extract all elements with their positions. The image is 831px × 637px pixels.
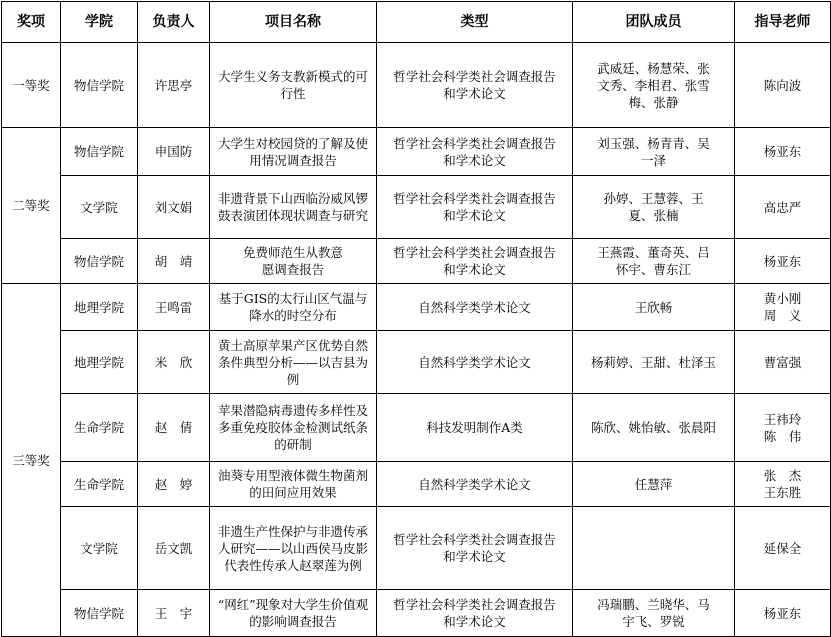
advisor-cell <box>735 239 831 284</box>
table-row <box>2 462 831 507</box>
type-cell <box>377 128 573 176</box>
college-cell: 生命学院 <box>61 462 138 507</box>
college-cell: 物信学院 <box>61 239 138 284</box>
advisor-name: 陈向波 <box>763 77 802 93</box>
project-type: 哲学社会科学类社会调查报告和学术论文 <box>393 69 556 101</box>
table-row <box>2 128 831 176</box>
project-type: 哲学社会科学类社会调查报告和学术论文 <box>393 191 556 223</box>
advisor-cell <box>735 590 831 637</box>
header-type: 类型 <box>377 2 573 43</box>
header-members: 团队成员 <box>573 2 735 43</box>
project-name: 黄土高原苹果产区优势自然条件典型分析——以吉县为例 <box>217 337 368 387</box>
awards-table <box>1 1 831 637</box>
project-type: 自然科学类学术论文 <box>418 299 531 315</box>
project-type: 科技发明制作A类 <box>426 420 523 435</box>
advisor-name: 黄小刚 周 义 <box>763 291 802 323</box>
advisor-cell <box>735 284 831 331</box>
team-members: 武威廷、杨慧荣、张文秀、李相君、张雪梅、张静 <box>597 60 710 110</box>
college-cell: 文学院 <box>61 176 138 239</box>
project-name: 免费师范生从教意愿调查报告 <box>242 245 343 277</box>
advisor-name: 曹富强 <box>763 354 802 370</box>
college-cell: 物信学院 <box>61 590 138 637</box>
college-cell: 文学院 <box>61 507 138 590</box>
members-cell <box>573 590 735 637</box>
table-row <box>2 43 831 128</box>
project-cell <box>210 590 377 637</box>
type-cell <box>377 43 573 128</box>
type-cell <box>377 284 573 331</box>
project-cell <box>210 331 377 394</box>
table-row <box>2 239 831 284</box>
team-members: 刘玉强、杨青青、吴一泽 <box>597 135 710 168</box>
members-cell <box>573 394 735 462</box>
college-cell: 地理学院 <box>61 284 138 331</box>
type-cell <box>377 394 573 462</box>
advisor-name: 杨亚东 <box>763 605 802 621</box>
members-cell <box>573 462 735 507</box>
type-cell <box>377 176 573 239</box>
team-members: 王欣畅 <box>634 299 673 315</box>
advisor-name: 延保全 <box>763 540 802 556</box>
project-type: 自然科学类学术论文 <box>418 476 531 492</box>
college-cell: 地理学院 <box>61 331 138 394</box>
team-members: 王燕霞、董奇英、吕怀宇、曹东江 <box>597 245 710 277</box>
header-project: 项目名称 <box>210 2 377 43</box>
award-cell: 三等奖 <box>2 284 61 637</box>
project-cell <box>210 176 377 239</box>
award-cell: 二等奖 <box>2 128 61 284</box>
college-cell: 物信学院 <box>61 128 138 176</box>
advisor-cell <box>735 43 831 128</box>
leader-cell: 申国防 <box>138 128 210 176</box>
project-type: 哲学社会科学类社会调查报告和学术论文 <box>393 597 556 629</box>
header-row <box>2 2 831 43</box>
leader-cell: 许思亭 <box>138 43 210 128</box>
advisor-name: 高忠严 <box>763 199 802 215</box>
college-cell: 物信学院 <box>61 43 138 128</box>
advisor-cell <box>735 507 831 590</box>
advisor-cell <box>735 462 831 507</box>
award-cell: 一等奖 <box>2 43 61 128</box>
project-cell <box>210 128 377 176</box>
leader-cell: 王鸣雷 <box>138 284 210 331</box>
project-cell <box>210 239 377 284</box>
project-name: 苹果潜隐病毒遗传多样性及多重免疫胶体金检测试纸条的研制 <box>217 403 368 452</box>
team-members: 孙婷、王慧蓉、王夏、张楠 <box>603 191 704 223</box>
members-cell <box>573 507 735 590</box>
header-leader: 负责人 <box>138 2 210 43</box>
advisor-name: 张 杰 王东胜 <box>763 468 802 500</box>
leader-cell: 刘文娟 <box>138 176 210 239</box>
advisor-name: 杨亚东 <box>763 144 802 159</box>
type-cell <box>377 590 573 637</box>
college-cell: 生命学院 <box>61 394 138 462</box>
project-name: 基于GIS的太行山区气温与降水的时空分布 <box>218 291 368 323</box>
advisor-cell <box>735 394 831 462</box>
project-name: “网红”现象对大学生价值观的影响调查报告 <box>217 597 369 629</box>
project-type: 哲学社会科学类社会调查报告和学术论文 <box>393 135 556 168</box>
members-cell <box>573 43 735 128</box>
project-name: 油葵专用型液体微生物菌剂的田间应用效果 <box>217 468 368 500</box>
project-type: 哲学社会科学类社会调查报告和学术论文 <box>393 245 556 277</box>
project-cell <box>210 507 377 590</box>
leader-cell: 胡 靖 <box>138 239 210 284</box>
type-cell <box>377 331 573 394</box>
project-type: 自然科学类学术论文 <box>418 354 531 370</box>
project-cell <box>210 284 377 331</box>
header-award: 奖项 <box>2 2 61 43</box>
team-members: 陈欣、姚怡敏、张晨阳 <box>590 420 716 435</box>
leader-cell: 赵 婷 <box>138 462 210 507</box>
table-row <box>2 176 831 239</box>
team-members: 杨莉婷、王甜、杜泽玉 <box>590 354 716 370</box>
members-cell <box>573 331 735 394</box>
advisor-cell <box>735 331 831 394</box>
header-college: 学院 <box>61 2 138 43</box>
table-row <box>2 394 831 462</box>
project-cell <box>210 394 377 462</box>
team-members: 任慧萍 <box>634 476 673 492</box>
members-cell <box>573 239 735 284</box>
advisor-cell <box>735 128 831 176</box>
type-cell <box>377 507 573 590</box>
project-name: 非遗生产性保护与非遗传承人研究——以山西侯马皮影代表性传承人赵翠莲为例 <box>217 523 368 573</box>
type-cell <box>377 239 573 284</box>
project-name: 大学生义务支教新模式的可行性 <box>217 69 368 101</box>
advisor-name: 王祎玲 陈 伟 <box>763 411 802 444</box>
table-row <box>2 590 831 637</box>
team-members: 冯瑞鹏、兰晓华、马宇飞、罗锐 <box>597 597 710 629</box>
advisor-name: 杨亚东 <box>763 253 802 269</box>
table-row <box>2 331 831 394</box>
leader-cell: 米 欣 <box>138 331 210 394</box>
project-cell <box>210 43 377 128</box>
leader-cell: 王 宇 <box>138 590 210 637</box>
table-row <box>2 284 831 331</box>
advisor-cell <box>735 176 831 239</box>
table-row <box>2 507 831 590</box>
header-advisor: 指导老师 <box>735 2 831 43</box>
leader-cell: 赵 倩 <box>138 394 210 462</box>
members-cell <box>573 176 735 239</box>
project-type: 哲学社会科学类社会调查报告和学术论文 <box>393 532 556 564</box>
project-cell <box>210 462 377 507</box>
members-cell <box>573 284 735 331</box>
project-name: 非遗背景下山西临汾威风锣鼓表演团体现状调查与研究 <box>217 191 368 223</box>
members-cell <box>573 128 735 176</box>
leader-cell: 岳文凯 <box>138 507 210 590</box>
type-cell <box>377 462 573 507</box>
project-name: 大学生对校园贷的了解及使用情况调查报告 <box>217 135 368 168</box>
